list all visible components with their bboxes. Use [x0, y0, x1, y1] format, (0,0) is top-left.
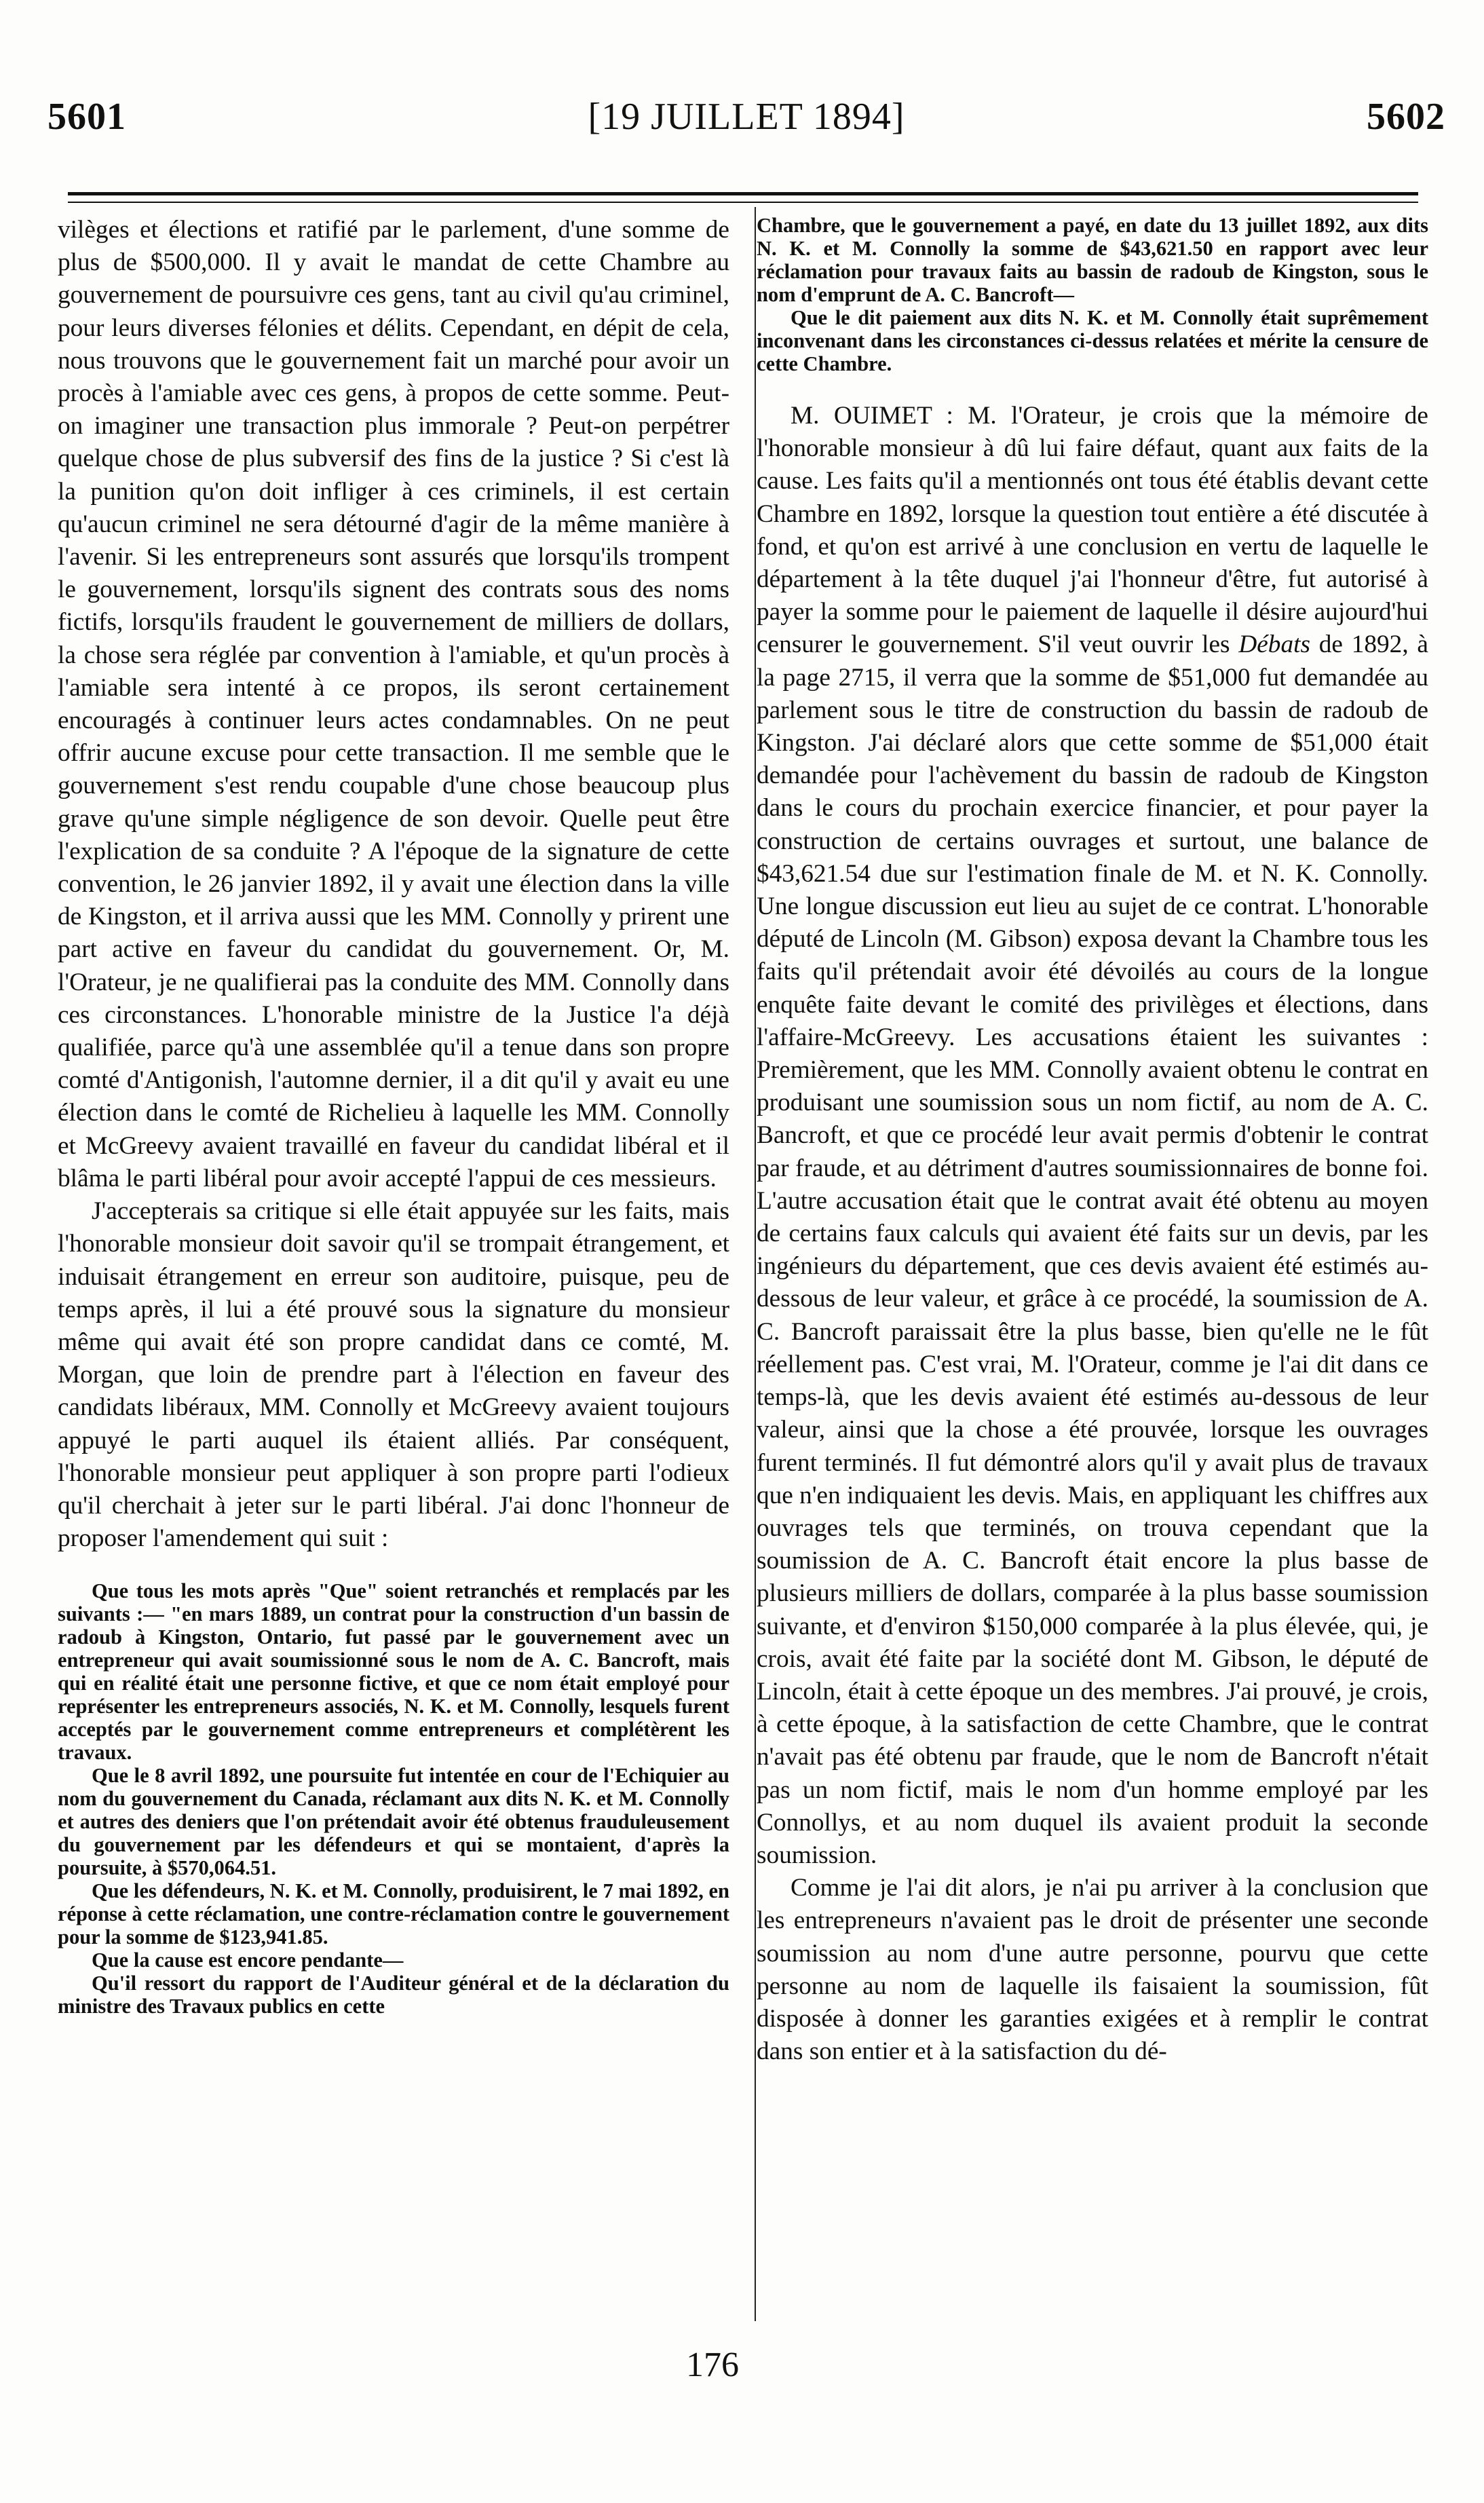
column-divider — [755, 207, 756, 2321]
page-header — [47, 95, 1445, 156]
page-number-left: 5601 — [47, 96, 126, 138]
speaker-name: M. OUIMET : — [791, 402, 953, 430]
motion-text: Que le 8 avril 1892, une poursuite fut intentée en cour de l'Echiquier au nom du gouvernement du Canada, réclamant aux dits N. K. et M. Connolly et autres des deniers que l'on prétendait avoir été obtenus frauduleusement du gouvernement par les défendeurs et qui se montaient, d'après la poursuite, à $570,064.51. — [58, 1764, 729, 1880]
header-date: [19 JUILLET 1894] — [588, 96, 905, 138]
speech-paragraph: M. OUIMET : M. l'Orateur, je crois que la mémoire de l'honorable monsieur à dû lui faire défaut, quant aux faits de la cause. Les faits qu'il a mentionnés ont tous été établis devant cette Chambre en 1892, lorsque la question tout entière a été discutée à fond, et qu'on est arrivé à une conclusion en vertu de laquelle le département à la tête duquel j'ai l'honneur d'être, fut autorisé à payer la somme pour le paiement de laquelle il désire aujourd'hui censurer le gouvernement. S'il veut ouvrir les Débats de 1892, à la page 2715, il verra que la somme de $51,000 fut demandée au parlement sous le titre de construction du bassin de radoub de Kingston. J'ai déclaré alors que cette somme de $51,000 était demandée pour l'achèvement du bassin de radoub de Kingston dans le cours du prochain exercice financier, et pour payer la construction de certains ouvrages et surtout, une balance de $43,621.54 due sur l'estimation finale de M. et N. K. Connolly. Une longue discussion eut lieu au sujet de ce contrat. L'honorable député de Lincoln (M. Gibson) exposa devant la Chambre tous les faits qu'il prétendait avoir été dévoilés au cours de la longue enquête faite devant le comité des privilèges et élections, dans l'affaire-McGreevy. Les accusations étaient les suivantes : Premièrement, que les MM. Connolly avaient obtenu le contrat en produisant une soumission sous un nom fictif, au nom de A. C. Bancroft, et que ce procédé leur avait permis d'obtenir le contrat par fraude, et au détriment d'autres soumissionnaires de bonne foi. L'autre accusation était que le contrat avait été obtenu au moyen de certains faux calculs qui avaient été faits sur un devis, par les ingénieurs du département, que ces devis avaient été estimés au-dessous de leur valeur, et grâce à ce procédé, la soumission de A. C. Bancroft paraissait être la plus basse, bien qu'elle ne le fût réellement pas. C'est vrai, M. l'Orateur, comme je l'ai dit dans ce temps-là, que les devis avaient été estimés au-dessous de leur valeur, ainsi que la chose a été prouvée, lorsque les ouvrages furent terminés. Il fut démontré alors qu'il y avait plus de travaux que n'en indiquaient les devis. Mais, en appliquant les chiffres aux ouvrages tels que terminés, on trouva cependant que la soumission de A. C. Bancroft était encore la plus basse de plusieurs milliers de dollars, comparée à la plus basse soumission suivante, et d'environ $150,000 comparée à la plus élevée, qui, je crois, avait été faite par la société dont M. Gibson, le député de Lincoln, était à cette époque un des membres. J'ai prouvé, je crois, à cette époque, à la satisfaction de cette Chambre, que le contrat n'avait pas été obtenu par fraude, que le nom de Bancroft n'était pas un nom fictif, mais le nom d'un homme employé par les Connollys, et au nom duquel ils avaient produit la seconde soumission. — [757, 402, 1429, 1869]
motion-text: Chambre, que le gouvernement a payé, en date du 13 juillet 1892, aux dits N. K. et M. Connolly la somme de $43,621.50 en rapport avec leur réclamation pour travaux faits au bassin de radoub de Kingston, sous le nom d'emprunt de A. C. Bancroft— — [757, 214, 1428, 306]
motion-text: Que les défendeurs, N. K. et M. Connolly, produisirent, le 7 mai 1892, en réponse à cette réclamation, une contre-réclamation contre le gouvernement pour la somme de $123,941.85. — [58, 1879, 729, 1949]
right-column — [757, 214, 1428, 2068]
motion-text: Qu'il ressort du rapport de l'Auditeur général et de la déclaration du ministre des Travaux publics en cette — [58, 1972, 729, 2018]
paragraph: vilèges et élections et ratifié par le parlement, d'une somme de plus de $500,000. Il y avait le mandat de cette Chambre au gouvernement de poursuivre ces gens, tant au civil qu'au criminel, pour leurs diverses félonies et délits. Cependant, en dépit de cela, nous trouvons que le gouvernement fait un marché pour avoir un procès à l'amiable avec ces gens, à propos de cette somme. Peut-on imaginer une transaction plus immorale ? Peut-on perpétrer quelque chose de plus subversif des fins de la justice ? Si c'est là la punition qu'on doit infliger à ces criminels, il est certain qu'aucun criminel ne sera détourné d'agir de la même manière à l'avenir. Si les entrepreneurs sont assurés que lorsqu'ils trompent le gouvernement, lorsqu'ils signent des contrats sous des noms fictifs, lorsqu'ils fraudent le gouvernement de milliers de dollars, la chose sera réglée par convention à l'amiable, et qu'un procès à l'amiable sera intenté à ce propos, ils seront certainement encouragés à continuer leurs actes condamnables. On ne peut offrir aucune excuse pour cette transaction. Il me semble que le gouvernement s'est rendu coupable d'une chose beaucoup plus grave qu'une simple négligence de son devoir. Quelle peut être l'explication de sa conduite ? A l'époque de la signature de cette convention, le 26 janvier 1892, il y avait une élection dans la ville de Kingston, et il arriva aussi que les MM. Connolly y prirent une part active en faveur du candidat du gouvernement. Or, M. l'Orateur, je ne qualifierai pas la conduite des MM. Connolly dans ces circonstances. L'honorable ministre de la Justice l'a déjà qualifiée, parce qu'à une assemblée qu'il a tenue dans son propre comté d'Antigonish, l'automne dernier, il a dit qu'il y avait eu une élection dans le comté de Richelieu à laquelle les MM. Connolly et McGreevy avaient travaillé en faveur du candidat libéral et il blâma le parti libéral pour avoir accepté l'appui de ces messieurs. — [58, 216, 729, 1192]
header-rule-thick — [68, 192, 1418, 195]
motion-text: Que le dit paiement aux dits N. K. et M. Connolly était suprêmement inconvenant dans les circonstances ci-dessus relatées et mérite la censure de cette Chambre. — [757, 306, 1428, 375]
header-rule-thin — [68, 202, 1418, 203]
page-footer-number: 176 — [686, 2346, 739, 2384]
left-column — [58, 214, 729, 2018]
page-number-right: 5602 — [1367, 96, 1445, 138]
motion-text: Que la cause est encore pendante— — [92, 1949, 404, 1972]
paragraph: Comme je l'ai dit alors, je n'ai pu arriver à la conclusion que les entrepreneurs n'avaient pas le droit de présenter une seconde soumission au nom d'une autre personne, pourvu que cette personne au nom de laquelle ils faisaient la soumission, fût disposée à donner les garanties exigées et à remplir le contrat dans son entier et à la satisfaction du dé- — [757, 1874, 1428, 2066]
paragraph: J'accepterais sa critique si elle était appuyée sur les faits, mais l'honorable monsieur doit savoir qu'il se trompait étrangement, et induisait étrangement en erreur son auditoire, puisque, peu de temps après, il lui a été prouvé sous la signature du monsieur même qui avait été son propre candidat dans ce comté, M. Morgan, que loin de prendre part à l'élection en faveur des candidats libéraux, MM. Connolly et McGreevy avaient toujours appuyé le parti auquel ils étaient alliés. Par conséquent, l'honorable monsieur peut appliquer à son propre parti l'odieux qu'il cherchait à jeter sur le parti libéral. J'ai donc l'honneur de proposer l'amendement qui suit : — [58, 1197, 729, 1553]
motion-text: Que tous les mots après "Que" soient retranchés et remplacés par les suivants :— "en mars 1889, un contrat pour la construction d'un bassin de radoub à Kingston, Ontario, fut passé par le gouvernement avec un entrepreneur qui avait soumissionné sous le nom de A. C. Bancroft, mais qui en réalité était une personne fictive, et que ce nom était employé pour représenter les entrepreneurs associés, N. K. et M. Connolly, lesquels furent acceptés par le gouvernement comme entrepreneurs et complétèrent les travaux. — [58, 1579, 729, 1765]
